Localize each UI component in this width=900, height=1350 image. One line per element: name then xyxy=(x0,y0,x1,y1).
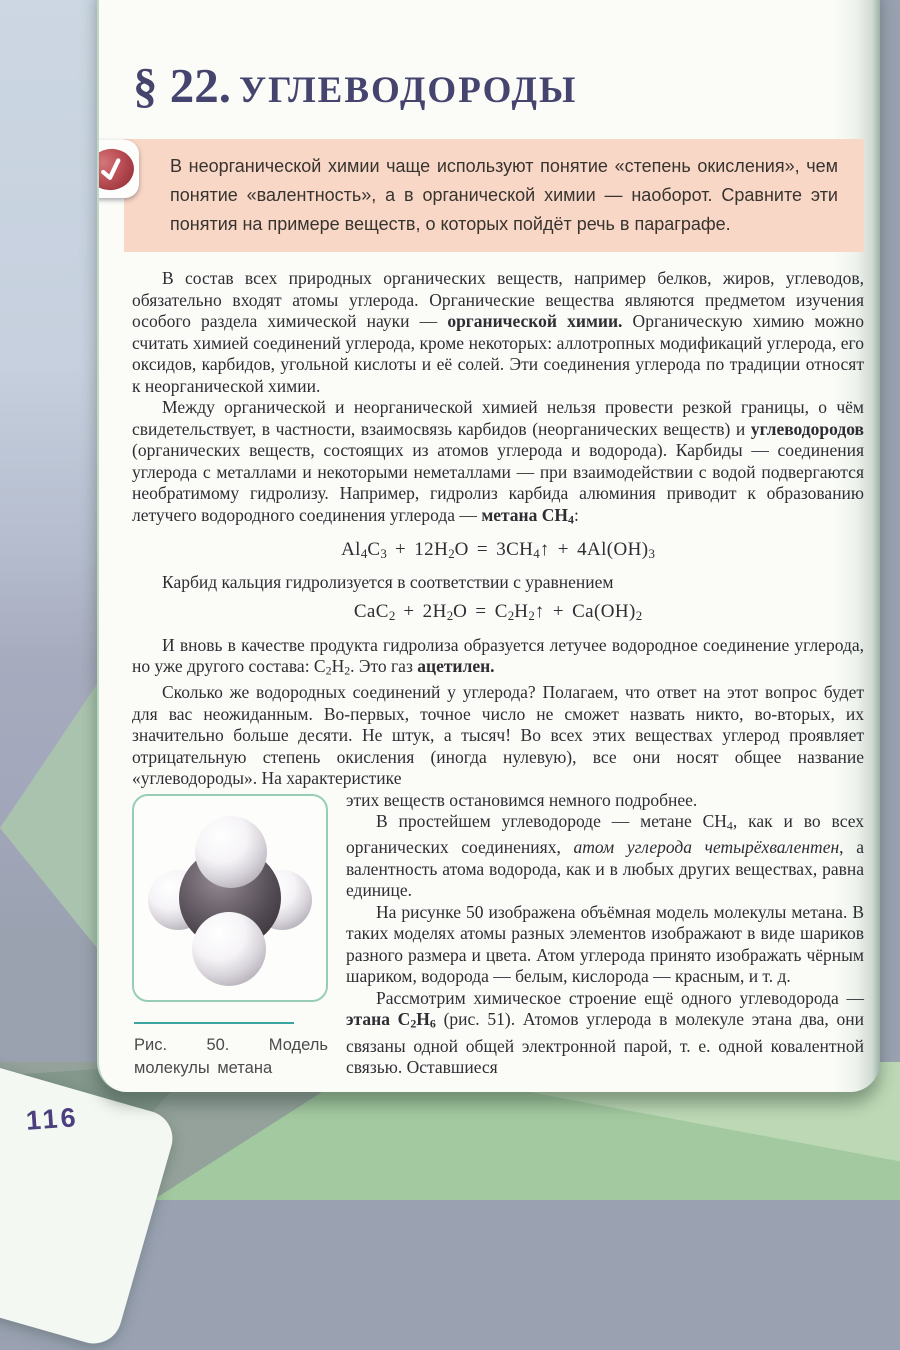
body-text xyxy=(132,268,864,1082)
methane-model-image xyxy=(132,794,328,1002)
section-heading: УГЛЕВОДОРОДЫ xyxy=(239,70,578,111)
book-spine-gradient xyxy=(0,0,97,1200)
checkmark-badge xyxy=(97,140,139,198)
hydrogen-atom-top xyxy=(195,816,267,888)
figure-divider xyxy=(134,1022,294,1024)
section-number: § 22. xyxy=(133,58,231,113)
equation-1: $Al_4C_3 + 12H_2O$ = $3CH_4↑ + 4Al(OH)_3$ xyxy=(341,538,655,561)
hydrogen-atom-bottom xyxy=(192,912,266,986)
paragraph-5: Сколько же водородных соединений у углерода? Полагаем, что ответ на этот вопрос будет для вас неожиданным. Во-первых, точное число не сможет назвать никто, во-вторых, их значительно больше десяти. Не штук, а тысяч! Во всех этих веществах углерод проявляет отрицательную степень окисления (иногда нулевую), все они носят общее название «углеводороды». На характеристике xyxy=(132,682,864,789)
section-title xyxy=(133,56,880,121)
paragraph-8: На рисунке 50 изображена объёмная модель молекулы метана. В таких моделях атомы разных элементов изображают в виде шариков разного размера и цвета. Атом углерода принято изображать чёрным шариком, водорода — белым, кислорода — красным, и т. д. xyxy=(346,901,864,987)
page-number: 116 xyxy=(24,1102,80,1136)
paragraph-2: Между органической и неорганической химией нельзя провести резкой границы, о чём свидетельствует, в частности, взаимосвязь карбидов (неорганических веществ) и углеводородов (органических веществ, состоящих из атомов углерода и водорода). Карбиды — соединения углерода с металлами и некоторыми неметаллами — при взаимодействии с водой подвергаются необратимому гидролизу. Например, гидролиз карбида алюминия приводит к образованию летучего водородного соединения углерода — метана $CH_4$: xyxy=(132,397,864,527)
paragraph-4: И вновь в качестве продукта гидролиза образуется летучее водородное соединение углерода, но уже другого состава: $C_2H_2$. Это газ ацетилен. xyxy=(132,634,864,678)
callout-text: В неорганической химии чаще используют понятие «степень окисления», чем понятие «валентность», а в органической химии — наоборот. Сравните эти понятия на примере веществ, о которых пойдёт речь в параграфе. xyxy=(170,156,838,234)
textbook-page xyxy=(97,0,880,1092)
figure-caption: Рис. 50. Модель молекулы метана xyxy=(134,1035,328,1077)
paragraph-3: Карбид кальция гидролизуется в соответствии с уравнением xyxy=(162,571,614,592)
paragraph-1: В состав всех природных органических веществ, например белков, жиров, углеводов, обязательно входят атомы углерода. Органические вещества являются предметом изучения особого раздела химической науки — органической химии. Органическую химию можно считать химией соединений углерода, кроме некоторых: аллотропных модификаций углерода, его оксидов, карбидов, угольной кислоты и её солей. Эти соединения углерода по традиции относят к неорганической химии. xyxy=(132,268,864,396)
figure-50 xyxy=(132,794,328,1080)
paragraph-9: Рассмотрим химическое строение ещё одного углеводорода — этана $C_2H_6$ (рис. 51). Атомов углерода в молекуле этана два, они связаны одной общей электронной парой, т. е. одной ковалентной связью. Оставшиеся xyxy=(346,987,865,1078)
paragraph-6: этих веществ остановимся немного подробнее. xyxy=(346,789,698,810)
callout-box xyxy=(124,139,864,252)
paragraph-7: В простейшем углеводороде — метане $CH_4$, как и во всех органических соединениях, атом углерода четырёхвалентен, а валентность атома водорода, как и в любых других веществах, равна единице. xyxy=(346,811,864,901)
equation-2: $CaC_2 + 2H_2O$ = $C_2H_2↑ + Ca(OH)_2$ xyxy=(353,601,643,624)
checkmark-icon xyxy=(97,145,137,193)
